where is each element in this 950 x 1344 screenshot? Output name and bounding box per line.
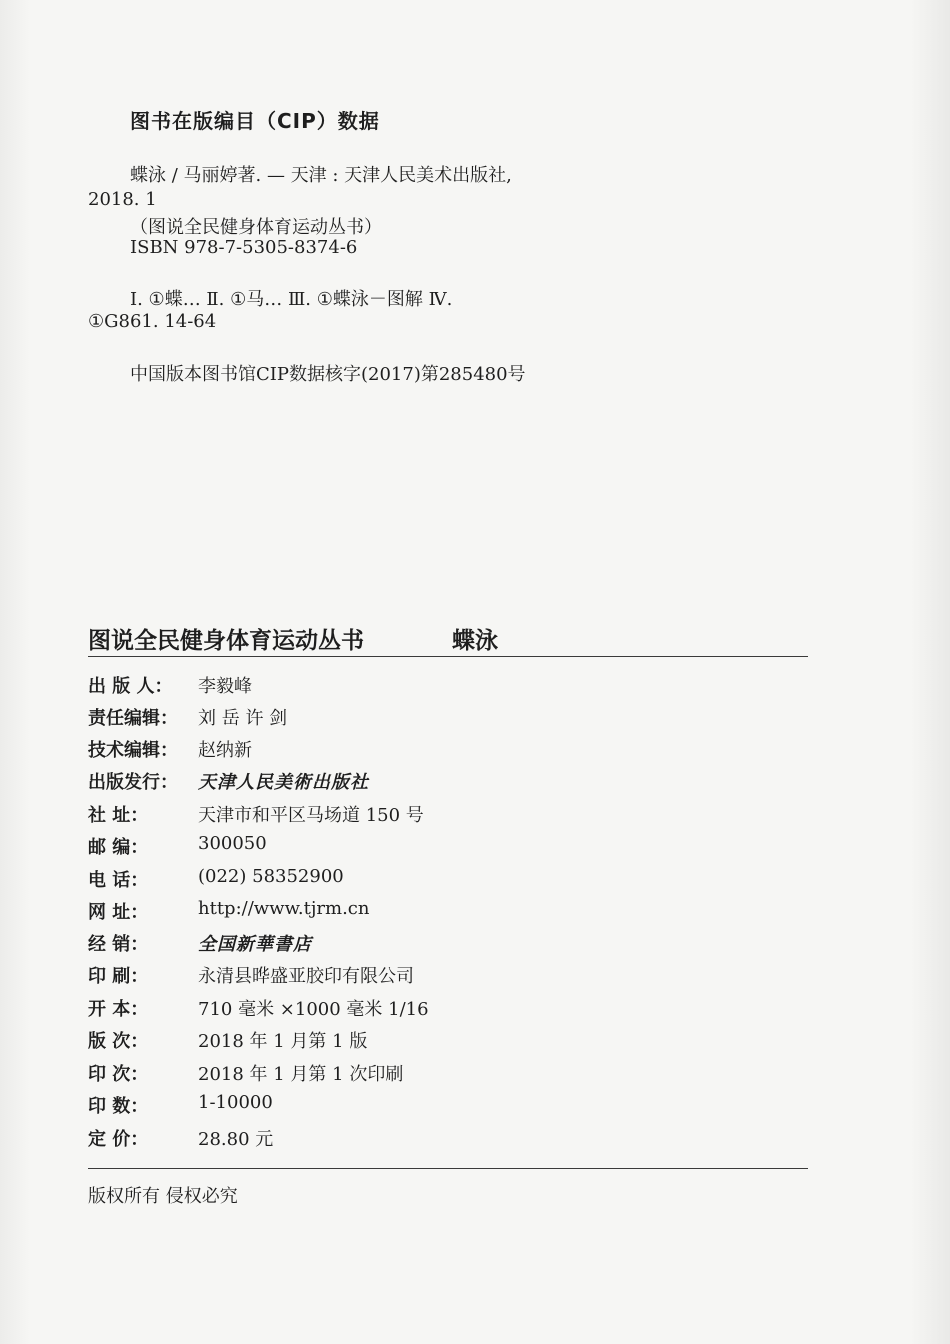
cip-classification-2: ①G861. 14-64 bbox=[88, 311, 217, 332]
cip-isbn: ISBN 978-7-5305-8374-6 bbox=[130, 237, 358, 258]
imprint-label: 电 话： bbox=[88, 870, 149, 891]
imprint-label: 社 址： bbox=[88, 805, 149, 826]
imprint-value: 300050 bbox=[198, 833, 267, 854]
cip-line-title-author: 蝶泳 / 马丽婷著. — 天津 : 天津人民美术出版社, bbox=[130, 165, 512, 186]
imprint-label: 经 销： bbox=[88, 934, 149, 955]
page-right-edge bbox=[910, 0, 950, 1344]
imprint-label: 网 址： bbox=[88, 902, 149, 923]
cip-record-number: 中国版本图书馆CIP数据核字(2017)第285480号 bbox=[130, 364, 526, 385]
imprint-label: 邮 编： bbox=[88, 837, 149, 858]
imprint-value: 李毅峰 bbox=[198, 676, 252, 697]
imprint-value: 1-10000 bbox=[198, 1092, 273, 1113]
imprint-value: 天津市和平区马场道 150 号 bbox=[198, 805, 424, 826]
publisher-logotype: 天津人民美術出版社 bbox=[198, 772, 369, 793]
imprint-label: 出版发行： bbox=[88, 772, 178, 793]
imprint-label: 责任编辑： bbox=[88, 708, 178, 729]
imprint-value: 28.80 元 bbox=[198, 1129, 274, 1150]
imprint-label: 印 刷： bbox=[88, 966, 149, 987]
imprint-value: 永清县晔盛亚胶印有限公司 bbox=[198, 966, 414, 987]
imprint-label: 定 价： bbox=[88, 1129, 149, 1150]
series-name: 图说全民健身体育运动丛书 bbox=[88, 628, 364, 654]
divider-bottom bbox=[88, 1168, 808, 1169]
imprint-label: 开 本： bbox=[88, 999, 149, 1020]
imprint-label: 技术编辑： bbox=[88, 740, 178, 761]
page-left-edge bbox=[0, 0, 30, 1344]
cip-line-date: 2018. 1 bbox=[88, 189, 157, 210]
imprint-value: (022) 58352900 bbox=[198, 866, 344, 887]
imprint-label: 出 版 人： bbox=[88, 676, 173, 697]
imprint-label: 印 次： bbox=[88, 1064, 149, 1085]
imprint-value: 刘 岳 许 剑 bbox=[198, 708, 288, 729]
cip-line-series: （图说全民健身体育运动丛书） bbox=[130, 217, 382, 238]
imprint-label: 版 次： bbox=[88, 1031, 149, 1052]
book-title: 蝶泳 bbox=[452, 628, 498, 654]
imprint-value: 赵纳新 bbox=[198, 740, 252, 761]
imprint-value: 2018 年 1 月第 1 次印刷 bbox=[198, 1064, 404, 1085]
seller-logotype: 全国新華書店 bbox=[198, 934, 312, 955]
divider-top bbox=[88, 656, 808, 657]
copyright-notice: 版权所有 侵权必究 bbox=[88, 1186, 238, 1207]
cip-title: 图书在版编目（CIP）数据 bbox=[130, 109, 380, 133]
imprint-label: 印 数： bbox=[88, 1096, 149, 1117]
imprint-value: 2018 年 1 月第 1 版 bbox=[198, 1031, 368, 1052]
series-heading bbox=[88, 622, 498, 655]
imprint-value: http://www.tjrm.cn bbox=[198, 898, 370, 919]
imprint-value: 710 毫米 ×1000 毫米 1/16 bbox=[198, 999, 429, 1020]
cip-classification-1: Ⅰ. ①蝶… Ⅱ. ①马… Ⅲ. ①蝶泳－图解 Ⅳ. bbox=[130, 289, 453, 310]
